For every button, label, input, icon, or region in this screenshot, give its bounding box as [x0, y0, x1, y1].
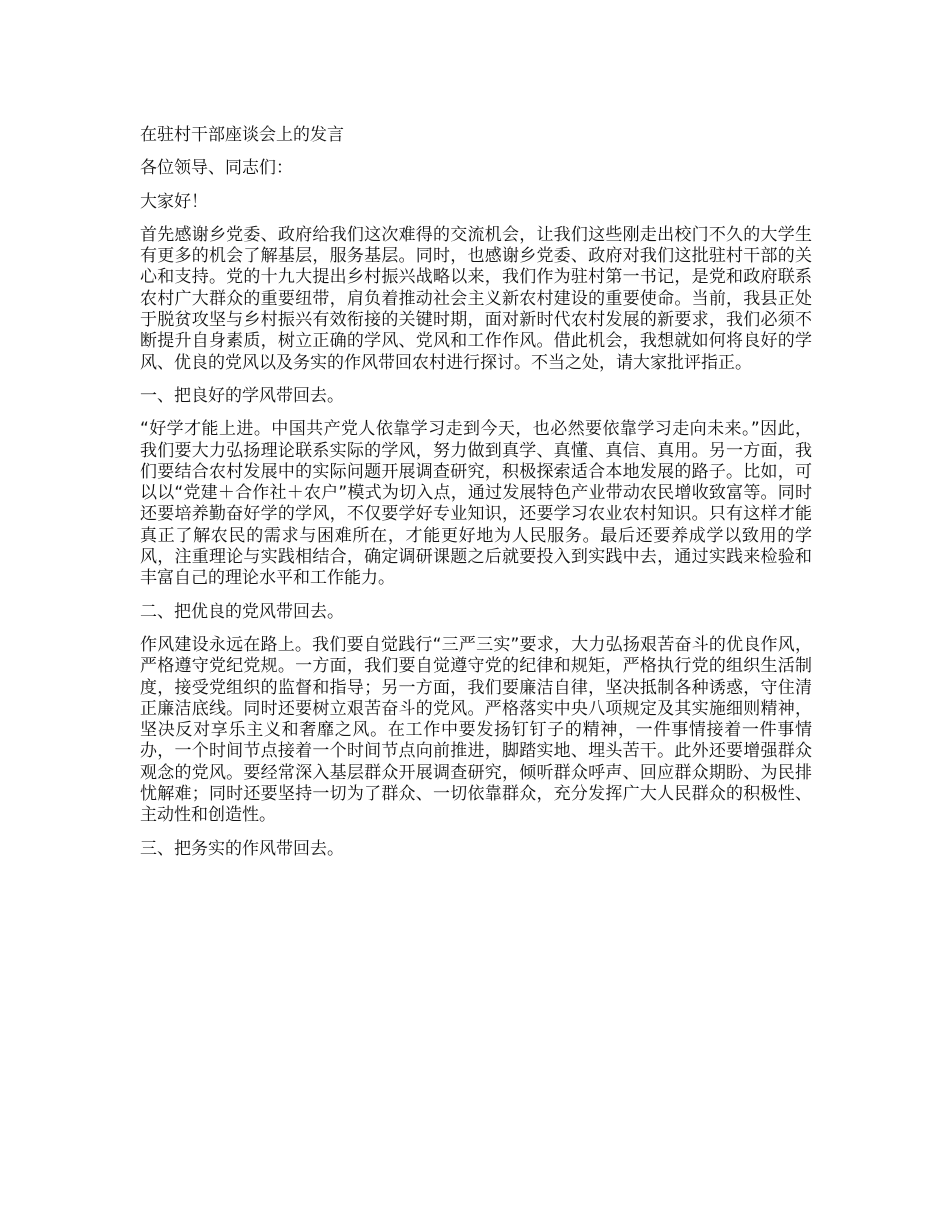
- document-title: 在驻村干部座谈会上的发言: [140, 125, 344, 145]
- section-1-heading: 一、把良好的学风带回去。: [140, 385, 344, 406]
- document-page: [140, 125, 812, 872]
- intro-paragraph: 首先感谢乡党委、政府给我们这次难得的交流机会，让我们这些刚走出校门不久的大学生有更多的机会了解基层，服务基层。同时，也感谢乡党委、政府对我们这批驻村干部的关心和支持。党的十九大提出乡村振兴战略以来，我们作为驻村第一书记，是党和政府联系农村广大群众的重要纽带，肩负着推动社会主义新农村建设的重要使命。当前，我县正处于脱贫攻坚与乡村振兴有效衔接的关键时期，面对新时代农村发展的新要求，我们必须不断提升自身素质，树立正确的学风、党风和工作作风。借此机会，我想就如何将良好的学风、优良的党风以及务实的作风带回农村进行探讨。不当之处，请大家批评指正。: [140, 224, 812, 373]
- section-1-paragraph: “好学才能上进。中国共产党人依靠学习走到今天，也必然要依靠学习走向未来。”因此，我们要大力弘扬理论联系实际的学风，努力做到真学、真懂、真信、真用。另一方面，我们要结合农村发展中的实际问题开展调查研究，积极探索适合本地发展的路子。比如，可以以“党建＋合作社＋农户”模式为切入点，通过发展特色产业带动农民增收致富等。同时还要培养勤奋好学的学风，不仅要学好专业知识，还要学习农业农村知识。只有这样才能真正了解农民的需求与困难所在，才能更好地为人民服务。最后还要养成学以致用的学风，注重理论与实践相结合，确定调研课题之后就要投入到实践中去，通过实践来检验和丰富自己的理论水平和工作能力。: [140, 419, 812, 589]
- section-2-heading: 二、把优良的党风带回去。: [140, 601, 344, 622]
- section-2-paragraph: 作风建设永远在路上。我们要自觉践行“三严三实”要求，大力弘扬艰苦奋斗的优良作风，严格遵守党纪党规。一方面，我们要自觉遵守党的纪律和规矩，严格执行党的组织生活制度，接受党组织的监督和指导；另一方面，我们要廉洁自律，坚决抵制各种诱惑，守住清正廉洁底线。同时还要树立艰苦奋斗的党风。严格落实中央八项规定及其实施细则精神，坚决反对享乐主义和奢靡之风。在工作中要发扬钉钉子的精神，一件事情接着一件事情办，一个时间节点接着一个时间节点向前推进，脚踏实地、埋头苦干。此外还要增强群众观念的党风。要经常深入基层群众开展调查研究，倾听群众呼声、回应群众期盼、为民排忧解难；同时还要坚持一切为了群众、一切依靠群众，充分发挥广大人民群众的积极性、主动性和创造性。: [140, 634, 812, 826]
- greeting: 大家好！: [140, 191, 208, 212]
- section-3-heading: 三、把务实的作风带回去。: [140, 838, 344, 859]
- salutation: 各位领导、同志们：: [140, 158, 293, 179]
